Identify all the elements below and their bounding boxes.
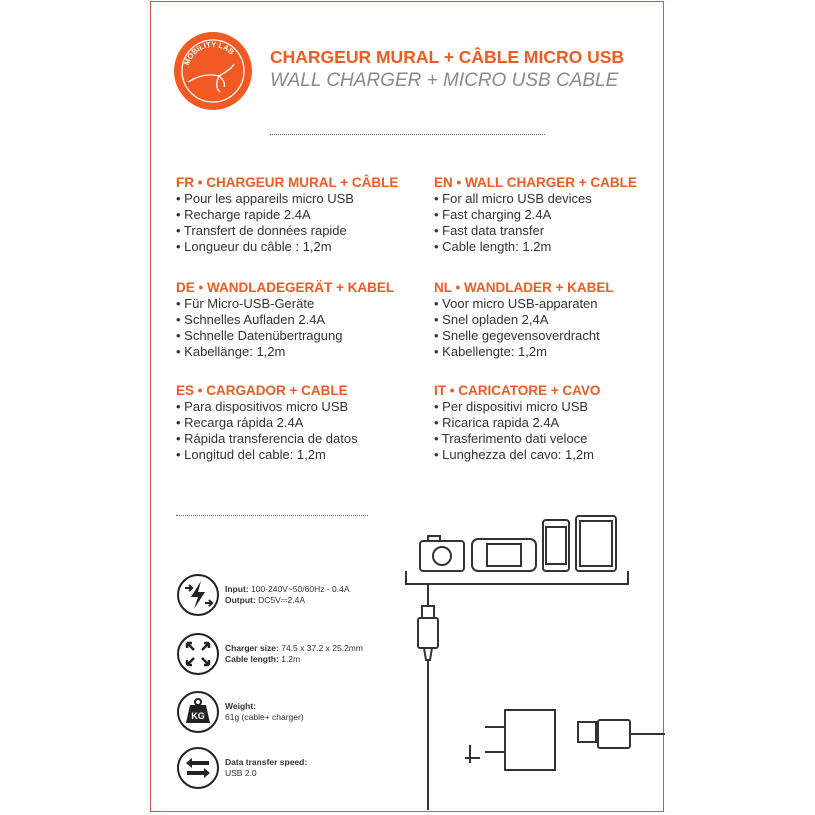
mobility-lab-logo [174, 32, 252, 110]
section-nl [434, 280, 684, 360]
list-item: • Kabellengte: 1,2m [434, 344, 547, 359]
spec-weight [176, 690, 436, 734]
spec-data [176, 746, 436, 790]
size-label: Charger size: [225, 643, 279, 653]
list-item: • Lunghezza del cavo: 1,2m [434, 447, 594, 462]
list-item: • Transfert de données rapide [176, 223, 347, 238]
section-it [434, 383, 684, 463]
spec-size [176, 632, 436, 676]
section-heading: ES • CARGADOR + CABLE [176, 383, 348, 398]
camera-icon [420, 536, 464, 571]
game-console-icon [472, 539, 536, 571]
section-heading: FR • CHARGEUR MURAL + CÂBLE [176, 175, 399, 190]
input-value: 100-240V~50/60Hz - 0.4A [250, 584, 350, 594]
product-illustration [400, 510, 665, 810]
list-item: • Per dispositivi micro USB [434, 399, 589, 414]
section-heading: NL • WANDLADER + KABEL [434, 280, 614, 295]
transfer-arrows-icon [176, 746, 220, 790]
weight-kg-icon [176, 690, 220, 734]
section-de [176, 280, 426, 360]
expand-arrows-icon [176, 632, 220, 676]
size-value: 74.5 x 37.2 x 25.2mm [281, 643, 363, 653]
list-item: • Schnelles Aufladen 2.4A [176, 312, 326, 327]
section-es [176, 383, 426, 463]
data-speed-value: USB 2.0 [225, 768, 257, 778]
section-fr [176, 175, 426, 255]
weight-label: Weight: [225, 701, 257, 711]
output-label: Output: [225, 595, 256, 605]
spec-power [176, 573, 436, 617]
list-item: • Fast data transfer [434, 223, 545, 238]
list-item: • Fast charging 2.4A [434, 207, 552, 222]
list-item: • Para dispositivos micro USB [176, 399, 349, 414]
list-item: • Snel opladen 2,4A [434, 312, 549, 327]
list-item: • Rápida transferencia de datos [176, 431, 358, 446]
list-item: • Kabellänge: 1,2m [176, 344, 286, 359]
list-item: • Longitud del cable: 1,2m [176, 447, 326, 462]
phone-icon [543, 520, 569, 571]
lightning-icon [176, 573, 220, 617]
list-item: • Recharge rapide 2.4A [176, 207, 311, 222]
wall-charger-icon [465, 710, 555, 770]
title-en: WALL CHARGER + MICRO USB CABLE [270, 70, 619, 91]
section-en [434, 175, 684, 255]
list-item: • Longueur du câble : 1,2m [176, 239, 332, 254]
divider [270, 134, 545, 135]
list-item: • Voor micro USB-apparaten [434, 296, 598, 311]
list-item: • Snelle gegevensoverdracht [434, 328, 600, 343]
title-fr: CHARGEUR MURAL + CÂBLE MICRO USB [270, 47, 625, 67]
list-item: • Ricarica rapida 2.4A [434, 415, 560, 430]
data-speed-label: Data transfer speed: [225, 757, 308, 767]
output-value: DC5V⎓2.4A [258, 595, 306, 605]
tablet-icon [576, 516, 616, 571]
micro-usb-connector-icon [418, 606, 438, 660]
section-heading: EN • WALL CHARGER + CABLE [434, 175, 637, 190]
list-item: • Trasferimento dati veloce [434, 431, 588, 446]
divider [176, 515, 368, 516]
section-heading: IT • CARICATORE + CAVO [434, 383, 601, 398]
list-item: • Schnelle Datenübertragung [176, 328, 343, 343]
weight-value: 61g (cable+ charger) [225, 712, 304, 722]
section-heading: DE • WANDLADEGERÄT + KABEL [176, 280, 395, 295]
cable-length-value: 1.2m [281, 654, 301, 664]
input-label: Input: [225, 584, 249, 594]
list-item: • For all micro USB devices [434, 191, 592, 206]
list-item: • Pour les appareils micro USB [176, 191, 354, 206]
cable-length-label: Cable length: [225, 654, 279, 664]
list-item: • Recarga rápida 2.4A [176, 415, 304, 430]
bracket [406, 571, 628, 584]
svg-text:MOBILITY LAB: MOBILITY LAB [182, 39, 237, 67]
svg-text:KG: KG [191, 711, 205, 721]
usb-a-connector-icon [578, 720, 665, 748]
list-item: • Für Micro-USB-Geräte [176, 296, 315, 311]
list-item: • Cable length: 1.2m [434, 239, 552, 254]
